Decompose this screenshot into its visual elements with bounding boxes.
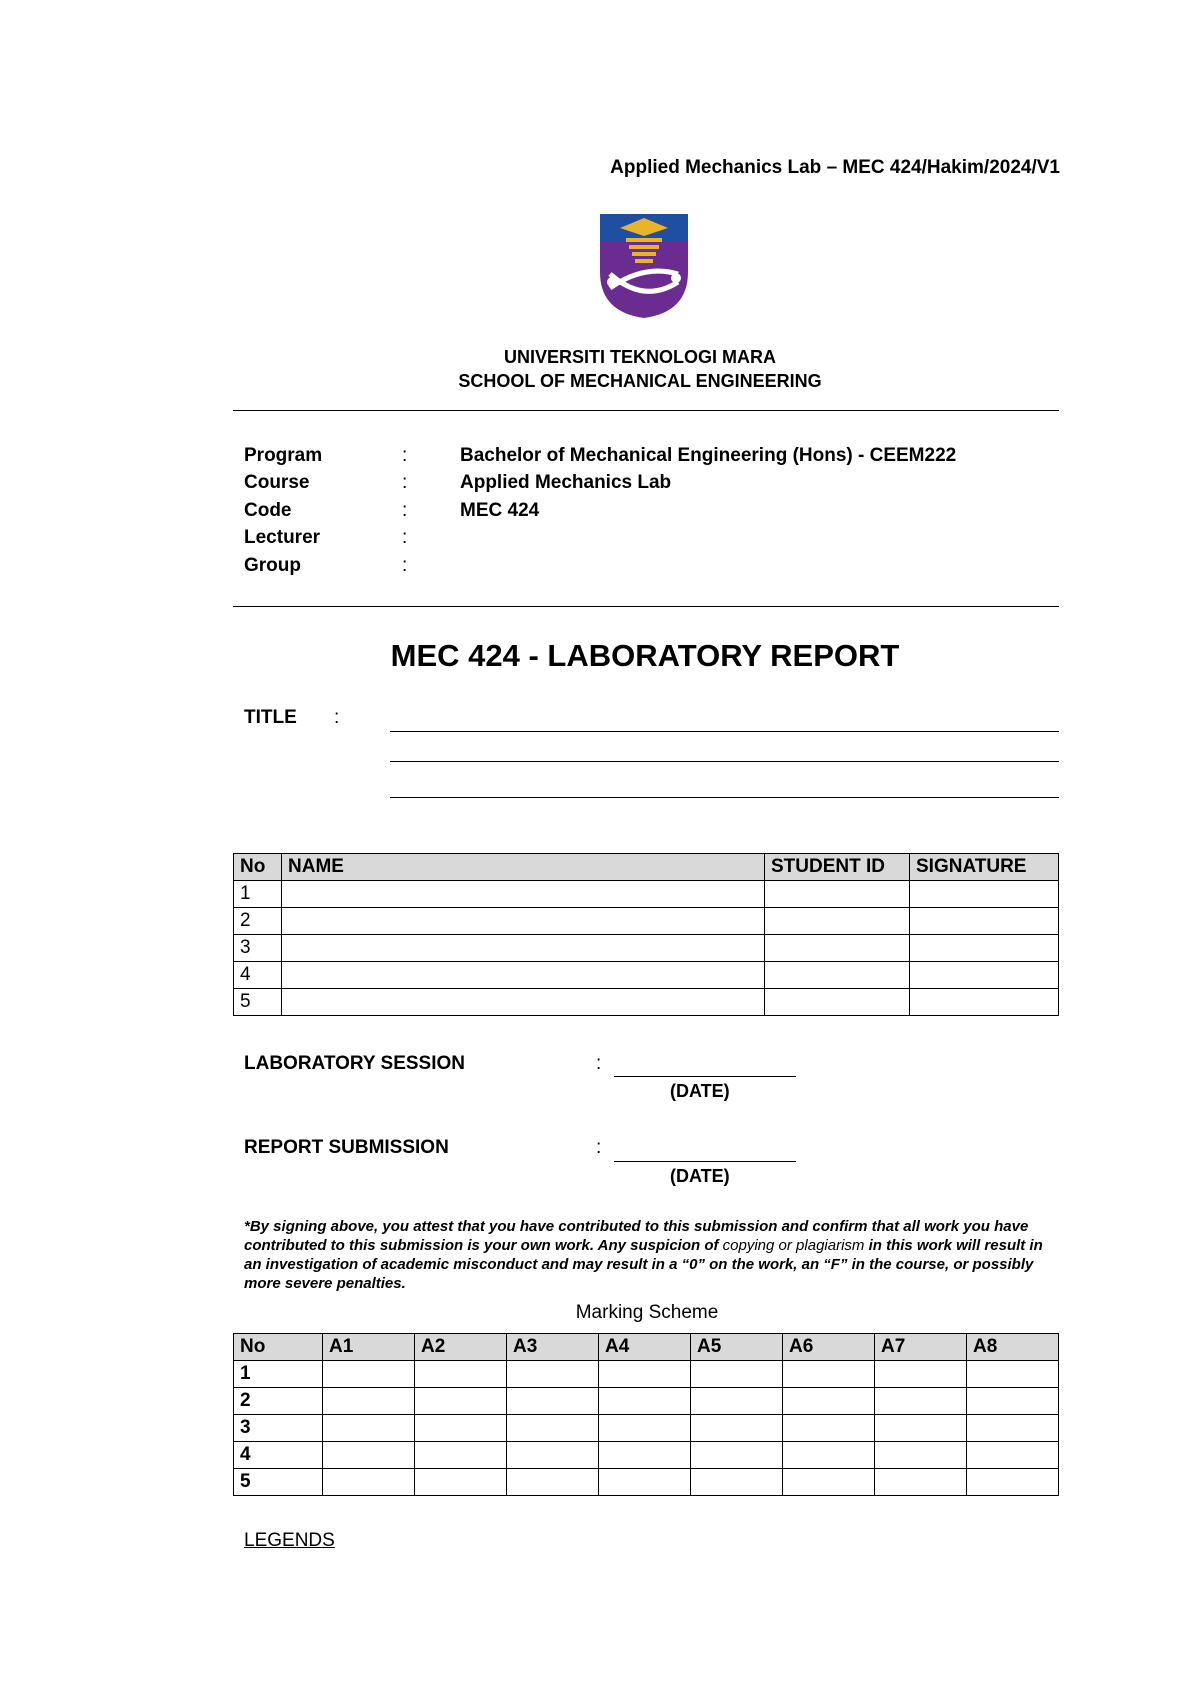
university-logo bbox=[598, 212, 690, 320]
mark-cell[interactable] bbox=[507, 1415, 599, 1442]
title-field-line-3[interactable] bbox=[390, 797, 1059, 798]
student-id-cell[interactable] bbox=[765, 989, 910, 1016]
column-header-no: No bbox=[234, 854, 282, 881]
header-reference: Applied Mechanics Lab – MEC 424/Hakim/2024/V1 bbox=[610, 157, 1060, 178]
course-info bbox=[244, 442, 956, 580]
table-row bbox=[234, 908, 1059, 935]
colon: : bbox=[402, 444, 408, 466]
mark-cell[interactable] bbox=[783, 1361, 875, 1388]
table-row bbox=[234, 935, 1059, 962]
mark-cell[interactable] bbox=[599, 1469, 691, 1496]
colon: : bbox=[402, 472, 408, 494]
row-number: 2 bbox=[234, 908, 282, 935]
mark-cell[interactable] bbox=[415, 1469, 507, 1496]
row-number: 4 bbox=[234, 1442, 323, 1469]
program-row bbox=[244, 442, 956, 470]
divider bbox=[233, 606, 1059, 607]
report-submission-label: REPORT SUBMISSION bbox=[244, 1137, 449, 1158]
mark-cell[interactable] bbox=[415, 1361, 507, 1388]
lecturer-row bbox=[244, 525, 956, 553]
signature-cell[interactable] bbox=[910, 989, 1059, 1016]
table-row bbox=[234, 1415, 1059, 1442]
mark-cell[interactable] bbox=[507, 1388, 599, 1415]
mark-cell[interactable] bbox=[599, 1388, 691, 1415]
row-number: 2 bbox=[234, 1388, 323, 1415]
mark-cell[interactable] bbox=[323, 1442, 415, 1469]
mark-cell[interactable] bbox=[507, 1469, 599, 1496]
program-value: Bachelor of Mechanical Engineering (Hons) - CEEM222 bbox=[460, 444, 957, 466]
table-row bbox=[234, 1469, 1059, 1496]
mark-cell[interactable] bbox=[783, 1388, 875, 1415]
student-id-cell[interactable] bbox=[765, 962, 910, 989]
date-caption: (DATE) bbox=[670, 1081, 730, 1101]
row-number: 5 bbox=[234, 989, 282, 1016]
mark-cell[interactable] bbox=[967, 1469, 1059, 1496]
colon: : bbox=[402, 527, 408, 549]
signature-cell[interactable] bbox=[910, 962, 1059, 989]
mark-cell[interactable] bbox=[415, 1442, 507, 1469]
mark-cell[interactable] bbox=[783, 1442, 875, 1469]
mark-cell[interactable] bbox=[875, 1442, 967, 1469]
signature-cell[interactable] bbox=[910, 908, 1059, 935]
report-title: MEC 424 - LABORATORY REPORT bbox=[390, 638, 900, 673]
members-table bbox=[233, 853, 1059, 1016]
column-header-a6: A6 bbox=[783, 1334, 875, 1361]
name-cell[interactable] bbox=[282, 935, 765, 962]
colon: : bbox=[596, 1137, 602, 1158]
row-number: 3 bbox=[234, 935, 282, 962]
mark-cell[interactable] bbox=[323, 1469, 415, 1496]
statement-text-end: in this work will result in an investigation of academic misconduct and may result in a “0” on the work, an “F” in the course, or possibly more severe penalties. bbox=[244, 1237, 1043, 1292]
column-header-a8: A8 bbox=[967, 1334, 1059, 1361]
column-header-no: No bbox=[234, 1334, 323, 1361]
column-header-student-id: STUDENT ID bbox=[765, 854, 910, 881]
mark-cell[interactable] bbox=[875, 1415, 967, 1442]
lecturer-label: Lecturer bbox=[244, 527, 321, 549]
mark-cell[interactable] bbox=[691, 1442, 783, 1469]
student-id-cell[interactable] bbox=[765, 908, 910, 935]
mark-cell[interactable] bbox=[507, 1442, 599, 1469]
school-name: SCHOOL OF MECHANICAL ENGINEERING bbox=[458, 371, 822, 391]
mark-cell[interactable] bbox=[323, 1361, 415, 1388]
column-header-a7: A7 bbox=[875, 1334, 967, 1361]
group-row bbox=[244, 552, 956, 580]
divider bbox=[233, 410, 1059, 411]
mark-cell[interactable] bbox=[507, 1361, 599, 1388]
statement-or: or bbox=[774, 1237, 797, 1254]
university-name: UNIVERSITI TEKNOLOGI MARA bbox=[503, 347, 776, 367]
mark-cell[interactable] bbox=[783, 1415, 875, 1442]
column-header-a5: A5 bbox=[691, 1334, 783, 1361]
marking-table-header bbox=[234, 1334, 1059, 1361]
lab-session-label: LABORATORY SESSION bbox=[244, 1053, 465, 1074]
row-number: 4 bbox=[234, 962, 282, 989]
student-id-cell[interactable] bbox=[765, 881, 910, 908]
members-table-header bbox=[234, 854, 1059, 881]
mark-cell[interactable] bbox=[691, 1415, 783, 1442]
code-label: Code bbox=[244, 499, 292, 521]
mark-cell[interactable] bbox=[415, 1388, 507, 1415]
colon: : bbox=[402, 554, 408, 576]
code-row bbox=[244, 497, 956, 525]
mark-cell[interactable] bbox=[875, 1388, 967, 1415]
statement-plagiarism: plagiarism bbox=[796, 1237, 865, 1254]
marking-scheme-title: Marking Scheme bbox=[575, 1302, 719, 1323]
mark-cell[interactable] bbox=[691, 1469, 783, 1496]
colon: : bbox=[402, 499, 408, 521]
mark-cell[interactable] bbox=[875, 1469, 967, 1496]
mark-cell[interactable] bbox=[967, 1442, 1059, 1469]
name-cell[interactable] bbox=[282, 881, 765, 908]
column-header-a2: A2 bbox=[415, 1334, 507, 1361]
lab-session-date-field[interactable] bbox=[614, 1076, 796, 1077]
mark-cell[interactable] bbox=[415, 1415, 507, 1442]
date-caption: (DATE) bbox=[670, 1166, 730, 1186]
name-cell[interactable] bbox=[282, 908, 765, 935]
mark-cell[interactable] bbox=[599, 1442, 691, 1469]
mark-cell[interactable] bbox=[691, 1361, 783, 1388]
student-id-cell[interactable] bbox=[765, 935, 910, 962]
signature-cell[interactable] bbox=[910, 881, 1059, 908]
row-number: 1 bbox=[234, 881, 282, 908]
title-colon: : bbox=[334, 707, 340, 728]
group-label: Group bbox=[244, 554, 301, 576]
signature-cell[interactable] bbox=[910, 935, 1059, 962]
column-header-name: NAME bbox=[282, 854, 765, 881]
report-submission-date-field[interactable] bbox=[614, 1161, 796, 1162]
column-header-signature: SIGNATURE bbox=[910, 854, 1059, 881]
table-row bbox=[234, 989, 1059, 1016]
row-number: 1 bbox=[234, 1361, 323, 1388]
mark-cell[interactable] bbox=[967, 1415, 1059, 1442]
title-field-line-2[interactable] bbox=[390, 761, 1059, 762]
mark-cell[interactable] bbox=[323, 1388, 415, 1415]
code-value: MEC 424 bbox=[460, 499, 540, 521]
statement-text: *By signing above, you attest that you have contributed to this submission and confirm that all work you have contributed to this submission is your own work. Any suspicion of bbox=[244, 1218, 1029, 1254]
mark-cell[interactable] bbox=[967, 1388, 1059, 1415]
institution-heading bbox=[0, 345, 1200, 393]
course-value: Applied Mechanics Lab bbox=[460, 472, 672, 494]
name-cell[interactable] bbox=[282, 989, 765, 1016]
mark-cell[interactable] bbox=[323, 1415, 415, 1442]
column-header-a3: A3 bbox=[507, 1334, 599, 1361]
row-number: 3 bbox=[234, 1415, 323, 1442]
column-header-a4: A4 bbox=[599, 1334, 691, 1361]
mark-cell[interactable] bbox=[967, 1361, 1059, 1388]
table-row bbox=[234, 1388, 1059, 1415]
mark-cell[interactable] bbox=[599, 1361, 691, 1388]
table-row bbox=[234, 962, 1059, 989]
title-field-line-1[interactable] bbox=[390, 731, 1059, 732]
mark-cell[interactable] bbox=[691, 1388, 783, 1415]
table-row bbox=[234, 1442, 1059, 1469]
program-label: Program bbox=[244, 444, 323, 466]
marking-table bbox=[233, 1333, 1059, 1496]
statement-copying: copying bbox=[722, 1237, 775, 1254]
mark-cell[interactable] bbox=[599, 1415, 691, 1442]
title-label: TITLE bbox=[244, 707, 297, 728]
course-label: Course bbox=[244, 472, 310, 494]
colon: : bbox=[596, 1053, 602, 1074]
name-cell[interactable] bbox=[282, 962, 765, 989]
column-header-a1: A1 bbox=[323, 1334, 415, 1361]
integrity-statement bbox=[244, 1217, 1054, 1293]
table-row bbox=[234, 881, 1059, 908]
row-number: 5 bbox=[234, 1469, 323, 1496]
legends-heading: LEGENDS bbox=[244, 1530, 335, 1551]
mark-cell[interactable] bbox=[783, 1469, 875, 1496]
mark-cell[interactable] bbox=[875, 1361, 967, 1388]
table-row bbox=[234, 1361, 1059, 1388]
course-row bbox=[244, 470, 956, 498]
